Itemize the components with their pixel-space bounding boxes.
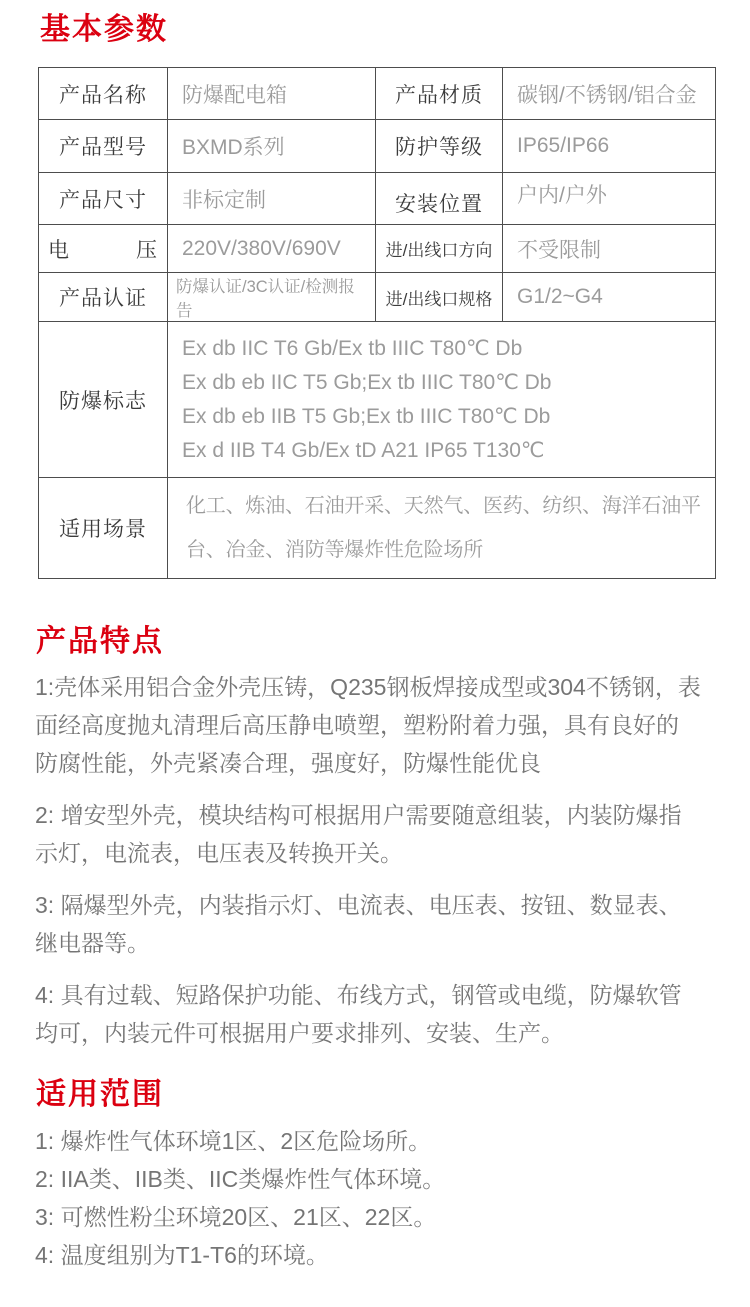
spec-row-ex-marks (39, 322, 716, 478)
spec-row-product-name (39, 68, 716, 120)
spec-row-voltage (39, 225, 716, 273)
spec-value: 防爆配电箱 (168, 68, 376, 120)
spec-label: 产品材质 (376, 68, 503, 120)
spec-label: 防爆标志 (39, 322, 168, 478)
spec-label: 防护等级 (376, 120, 503, 173)
spec-row-application-scene (39, 478, 716, 579)
spec-label: 产品尺寸 (39, 173, 168, 225)
feature-paragraph-3: 3: 隔爆型外壳，内装指示灯、电流表、电压表、按钮、数显表、继电器等。 (35, 892, 682, 956)
spec-label: 安装位置 (376, 173, 503, 225)
scope-item-4: 4: 温度组别为T1-T6的环境。 (35, 1242, 329, 1268)
ex-mark-line: Ex d IIB T4 Gb/Ex tD A21 IP65 T130℃ (182, 438, 545, 462)
spec-table (38, 67, 716, 579)
spec-label: 进/出线口方向 (376, 225, 503, 273)
section-title-scope: 适用范围 (36, 1078, 164, 1111)
spec-row-model (39, 120, 716, 173)
spec-value: 户内/户外 (503, 173, 716, 225)
spec-value: BXMD系列 (168, 120, 376, 173)
scope-item-1: 1: 爆炸性气体环境1区、2区危险场所。 (35, 1128, 432, 1154)
scope-item-2: 2: IIA类、IIB类、IIC类爆炸性气体环境。 (35, 1166, 446, 1192)
feature-paragraph-4: 4: 具有过载、短路保护功能、布线方式，钢管或电缆，防爆软管均可，内装元件可根据用户要求排列、安装、生产。 (35, 982, 682, 1046)
spec-label: 产品名称 (39, 68, 168, 120)
spec-row-certification (39, 273, 716, 322)
spec-value: 不受限制 (503, 225, 716, 273)
ex-mark-line: Ex db eb IIB T5 Gb;Ex tb IIIC T80℃ Db (182, 404, 551, 428)
spec-label: 适用场景 (39, 478, 168, 579)
section-title-features: 产品特点 (36, 625, 164, 658)
spec-value: IP65/IP66 (503, 120, 716, 173)
scope-list (35, 1122, 750, 1274)
ex-mark-line: Ex db eb IIC T5 Gb;Ex tb IIIC T80℃ Db (182, 370, 552, 394)
spec-ex-marks-cell (168, 322, 716, 478)
spec-value: G1/2~G4 (503, 273, 716, 322)
scope-item-3: 3: 可燃性粉尘环境20区、21区、22区。 (35, 1204, 437, 1230)
feature-paragraph-1: 1:壳体采用铝合金外壳压铸，Q235钢板焊接成型或304不锈钢，表面经高度抛丸清理后高压静电喷塑，塑粉附着力强，具有良好的防腐性能，外壳紧凑合理，强度好，防爆性能优良 (35, 674, 701, 776)
spec-row-size (39, 173, 716, 225)
section-title-basic-params: 基本参数 (40, 13, 168, 46)
feature-paragraph-2: 2: 增安型外壳，模块结构可根据用户需要随意组装，内装防爆指示灯，电流表，电压表及转换开关。 (35, 802, 682, 866)
spec-value: 非标定制 (168, 173, 376, 225)
ex-mark-line: Ex db IIC T6 Gb/Ex tb IIIC T80℃ Db (182, 336, 523, 360)
spec-label: 电 压 (39, 225, 168, 273)
spec-value: 220V/380V/690V (168, 225, 376, 273)
spec-label: 产品型号 (39, 120, 168, 173)
spec-scene-cell: 化工、炼油、石油开采、天然气、医药、纺织、海洋石油平台、冶金、消防等爆炸性危险场所 (168, 478, 716, 579)
spec-value: 碳钢/不锈钢/铝合金 (503, 68, 716, 120)
spec-label: 进/出线口规格 (376, 273, 503, 322)
spec-label: 产品认证 (39, 273, 168, 322)
spec-value: 防爆认证/3C认证/检测报告 (168, 273, 376, 322)
